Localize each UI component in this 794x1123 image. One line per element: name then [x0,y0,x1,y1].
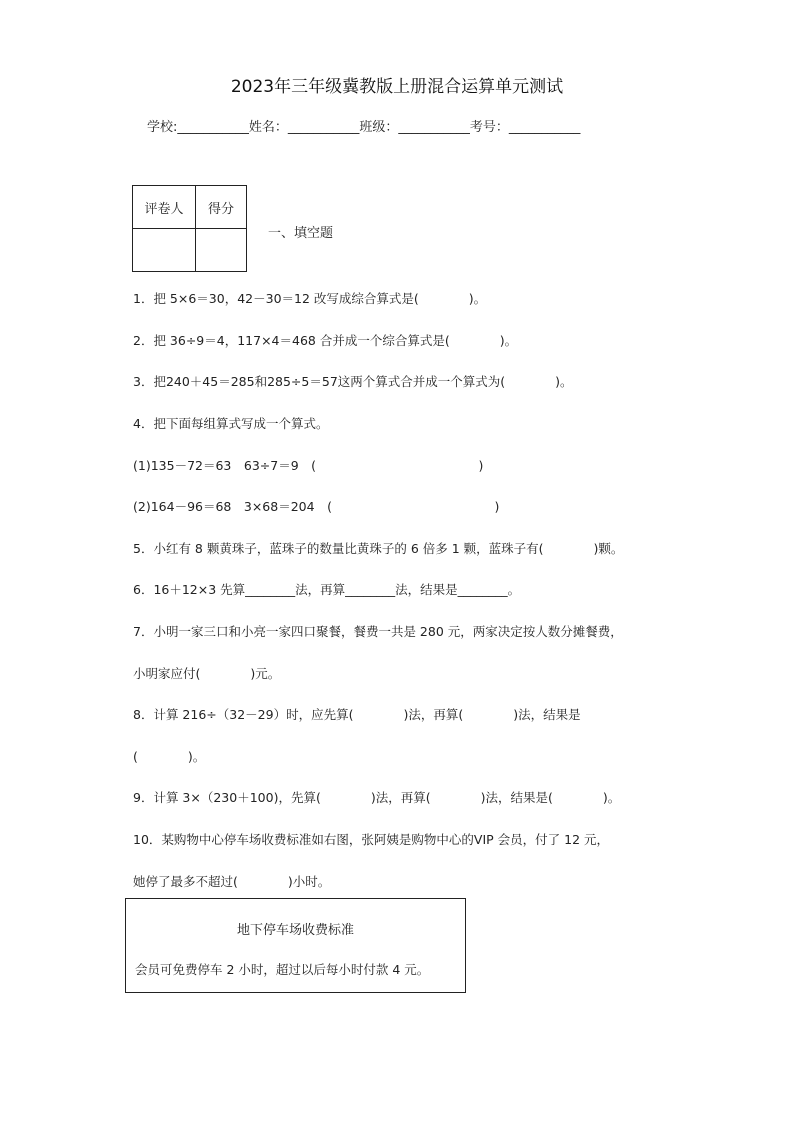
question-10: 10．某购物中心停车场收费标准如右图，张阿姨是购物中心的VIP 会员，付了 12 元， [133,832,610,847]
question-5: 5．小红有 8 颗黄珠子，蓝珠子的数量比黄珠子的 6 倍多 1 颗，蓝珠子有( )颗。 [133,541,624,556]
question-9: 9．计算 3×（230＋100)，先算( )法，再算( )法，结果是( )。 [133,790,621,805]
reviewer-cell [133,229,196,272]
question-1: 1．把 5×6＝30，42－30＝12 改写成综合算式是( )。 [133,291,487,306]
question-7-continued: 小明家应付( )元。 [133,666,281,681]
question-2: 2．把 36÷9＝4，117×4＝468 合并成一个综合算式是( )。 [133,333,518,348]
parking-fee-title: 地下停车场收费标准 [236,923,354,938]
question-4-part-1: (1)135－72＝63 63÷7＝9 ( ) [133,458,484,473]
section-title: 一、填空题 [268,226,334,241]
score-cell [196,229,247,272]
parking-fee-box [125,898,466,993]
question-8: 8．计算 216÷（32－29）时，应先算( )法，再算( )法，结果是 [133,707,581,722]
question-6: 6．16＋12×3 先算________法，再算________法，结果是________。 [133,582,521,597]
page-title: 2023年三年级冀教版上册混合运算单元测试 [230,77,564,97]
score-table [132,185,247,272]
question-10-continued: 她停了最多不超过( )小时。 [133,874,331,889]
question-4-part-2: (2)164－96＝68 3×68＝204 ( ) [133,499,500,514]
student-info-line: 学校:___________姓名：___________班级：___________考号：___________ [147,120,581,135]
score-header: 得分 [196,186,247,229]
parking-fee-rule: 会员可免费停车 2 小时，超过以后每小时付款 4 元。 [135,962,430,977]
question-3: 3．把240＋45＝285和285÷5＝57这两个算式合并成一个算式为( )。 [133,374,573,389]
reviewer-header: 评卷人 [133,186,196,229]
question-8-continued: ( )。 [133,749,206,764]
question-4: 4．把下面每组算式写成一个算式。 [133,416,329,431]
question-7: 7．小明一家三口和小亮一家四口聚餐，餐费一共是 280 元，两家决定按人数分摊餐费， [133,624,623,639]
